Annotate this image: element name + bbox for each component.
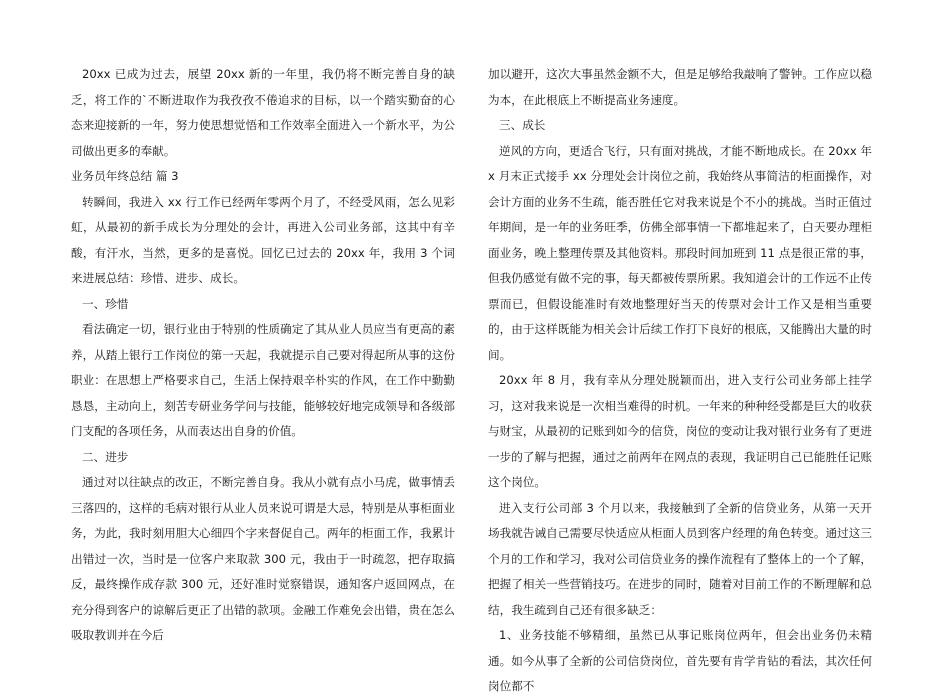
paragraph-growth: 逆风的方向，更适合飞行，只有面对挑战，才能不断地成长。在 20xx 年 x 月末正式接手 xx 分理处会计岗位之前，我始终从事简洁的柜面操作，对会计方面的业务不生疏，能否胜任它对我来说是个不小的挑战。当时正值过年期间，是一年的业务旺季，仿佛全部事情一下都堆起来了，白天要办理柜面业务，晚上整理传票及其他资料。那段时间加班到 11 点是很正常的事，但我仍感觉有做不完的事，每天都被传票所累。我知道会计的工作远不止传票而已，但假设能准时有效地整理好当天的传票对会计工作又是相当重要的，由于这样既能为相关会计后续工作打下良好的根底，又能腾出大量的时间。 xyxy=(488,143,872,362)
heading-growth: 三、成长 xyxy=(499,118,546,132)
paragraph-progress-continued: 加以避开，这次大事虽然金额不大，但是足够给我敲响了警钟。工作应以稳为本，在此根底上不断提高业务速度。 xyxy=(488,67,872,107)
heading-cherish: 一、珍惜 xyxy=(82,296,129,311)
left-column xyxy=(71,62,455,649)
paragraph-credit-business: 进入支行公司部 3 个月以来，我接触到了全新的信贷业务，从第一天开场我就告诫自己需要尽快适应从柜面人员到客户经理的角色转变。通过这三个月的工作和学习，我对公司信贷业务的操作流程有了整体上的一个了解，把握了相关一些营销技巧。在进步的同时，随着对目前工作的不断理解和总结，我生疏到自己还有很多缺乏： xyxy=(488,500,872,617)
paragraph-progress: 通过对以往缺点的改正，不断完善自身。我从小就有点小马虎，做事情丢三落四的，这样的毛病对银行从业人员来说可谓是大忌，特别是从事柜面业务，为此，我时刻用胆大心细四个字来督促自己。两年的柜面工作，我累计出错过一次，当时是一位客户来取款 300 元，我由于一时疏忽，把存取搞反，最终操作成存款 300 元，还好准时觉察错误，通知客户返回网点，在充分得到客户的谅解后更正了出错的款项。金融工作难免会出错，贵在怎么吸取教训并在今后 xyxy=(71,475,455,642)
paragraph-opening: 转瞬间，我进入 xx 行工作已经两年零两个月了，不经受风雨，怎么见彩虹，从最初的新手成长为分理处的会计，再进入公司业务部，这其中有辛酸，有汗水，当然，更多的是喜悦。回忆已过去的 20xx 年，我用 3 个词来进展总结：珍惜、进步、成长。 xyxy=(71,194,455,285)
paragraph-shortcoming-1: 1、业务技能不够精细，虽然已从事记账岗位两年，但会出业务仍未精通。如今从事了全新的公司信贷岗位，首先要有肯学肯钻的看法，其次任何岗位都不 xyxy=(488,628,872,693)
paragraph-cherish: 看法确定一切，银行业由于特别的性质确定了其从业人员应当有更高的素养，从踏上银行工作岗位的第一天起，我就提示自己要对得起所从事的这份职业：在思想上严格要求自己，生活上保持艰辛朴实的作风，在工作中勤勤恳恳，主动向上，刻苦专研业务学问与技能，能够较好地完成领导和各级部门支配的各项任务，从而表达出自身的价值。 xyxy=(71,322,455,438)
right-column xyxy=(488,62,872,700)
paragraph-august: 20xx 年 8 月，我有幸从分理处脱颖而出，进入支行公司业务部上挂学习，这对我来说是一次相当难得的时机。一年来的种种经受都是巨大的收获与财宝，从最初的记账到如今的信贷，岗位的变动让我对银行业务有了更进一步的了解与把握，通过之前两年在网点的表现，我证明自己已能胜任记账这个岗位。 xyxy=(488,373,872,489)
heading-progress: 二、进步 xyxy=(82,449,129,464)
paragraph-intro-summary: 20xx 已成为过去，展望 20xx 新的一年里，我仍将不断完善自身的缺乏，将工作的`不断进取作为我孜孜不倦追求的目标，以一个踏实勤奋的心态来迎接新的一年，努力使思想觉悟和工作效率全面进入一个新水平，为公司做出更多的奉献。 xyxy=(71,67,455,158)
section-title-part-3: 业务员年终总结 篇 3 xyxy=(71,169,179,183)
